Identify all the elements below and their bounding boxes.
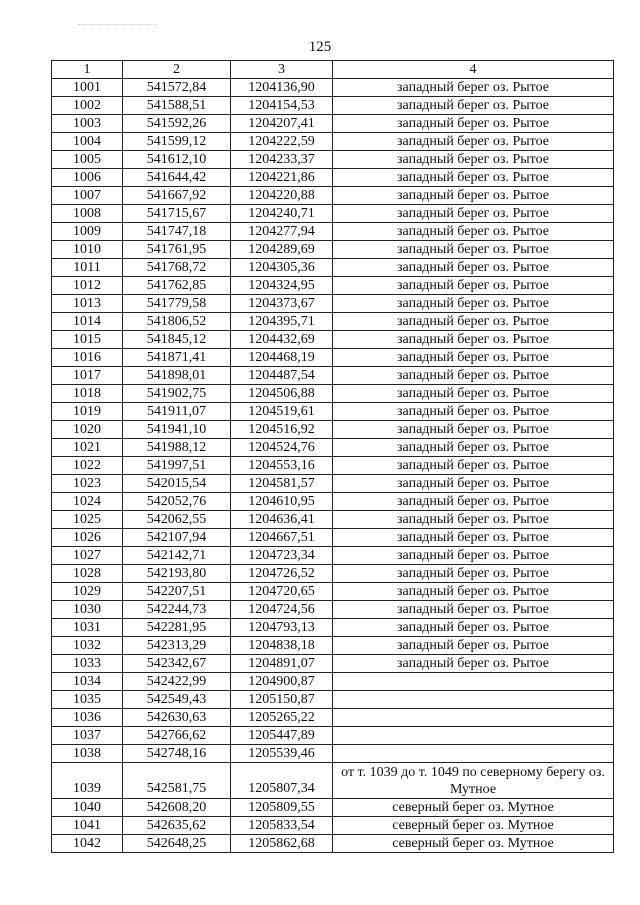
table-row (52, 133, 614, 151)
table-row (52, 565, 614, 583)
y-coordinate-cell: 1205833,54 (231, 817, 333, 835)
x-coordinate-cell: 541715,67 (123, 205, 231, 223)
y-coordinate-cell: 1204726,52 (231, 565, 333, 583)
x-coordinate-cell: 542608,20 (123, 799, 231, 817)
table-row (52, 151, 614, 169)
table-row (52, 277, 614, 295)
y-coordinate-cell: 1205447,89 (231, 727, 333, 745)
y-coordinate-cell: 1204900,87 (231, 673, 333, 691)
point-number-cell: 1015 (52, 331, 123, 349)
description-cell (333, 673, 614, 691)
x-coordinate-cell: 542015,54 (123, 475, 231, 493)
point-number-cell: 1013 (52, 295, 123, 313)
point-number-cell: 1002 (52, 97, 123, 115)
page-number: 125 (308, 39, 332, 55)
table-row (52, 529, 614, 547)
point-number-cell: 1031 (52, 619, 123, 637)
description-cell: западный берег оз. Рытое (333, 403, 614, 421)
x-coordinate-cell: 541599,12 (123, 133, 231, 151)
y-coordinate-cell: 1205809,55 (231, 799, 333, 817)
description-cell: западный берег оз. Рытое (333, 259, 614, 277)
y-coordinate-cell: 1204395,71 (231, 313, 333, 331)
description-cell: западный берег оз. Рытое (333, 655, 614, 673)
x-coordinate-cell: 541911,07 (123, 403, 231, 421)
table-row (52, 241, 614, 259)
table-row (52, 637, 614, 655)
description-cell: западный берег оз. Рытое (333, 349, 614, 367)
point-number-cell: 1028 (52, 565, 123, 583)
x-coordinate-cell: 542549,43 (123, 691, 231, 709)
y-coordinate-cell: 1204838,18 (231, 637, 333, 655)
table-row (52, 799, 614, 817)
table-row (52, 511, 614, 529)
table-row (52, 403, 614, 421)
table-row (52, 493, 614, 511)
point-number-cell: 1001 (52, 79, 123, 97)
description-cell: западный берег оз. Рытое (333, 457, 614, 475)
point-number-cell: 1029 (52, 583, 123, 601)
x-coordinate-cell: 542313,29 (123, 637, 231, 655)
description-cell (333, 691, 614, 709)
x-coordinate-cell: 541988,12 (123, 439, 231, 457)
point-number-cell: 1021 (52, 439, 123, 457)
table-row (52, 655, 614, 673)
scan-artifact (78, 24, 156, 25)
y-coordinate-cell: 1204240,71 (231, 205, 333, 223)
table-row (52, 223, 614, 241)
description-cell: западный берег оз. Рытое (333, 223, 614, 241)
description-cell (333, 727, 614, 745)
x-coordinate-cell: 541762,85 (123, 277, 231, 295)
y-coordinate-cell: 1204581,57 (231, 475, 333, 493)
point-number-cell: 1032 (52, 637, 123, 655)
x-coordinate-cell: 541768,72 (123, 259, 231, 277)
point-number-cell: 1010 (52, 241, 123, 259)
table-row (52, 457, 614, 475)
y-coordinate-cell: 1204667,51 (231, 529, 333, 547)
y-coordinate-cell: 1204723,34 (231, 547, 333, 565)
x-coordinate-cell: 542422,99 (123, 673, 231, 691)
point-number-cell: 1014 (52, 313, 123, 331)
x-coordinate-cell: 542193,80 (123, 565, 231, 583)
column-header-2: 2 (123, 61, 231, 79)
table-row (52, 349, 614, 367)
point-number-cell: 1006 (52, 169, 123, 187)
x-coordinate-cell: 541871,41 (123, 349, 231, 367)
x-coordinate-cell: 541747,18 (123, 223, 231, 241)
description-cell: западный берег оз. Рытое (333, 421, 614, 439)
table-row (52, 295, 614, 313)
point-number-cell: 1004 (52, 133, 123, 151)
point-number-cell: 1022 (52, 457, 123, 475)
x-coordinate-cell: 542630,63 (123, 709, 231, 727)
x-coordinate-cell: 541588,51 (123, 97, 231, 115)
y-coordinate-cell: 1204324,95 (231, 277, 333, 295)
point-number-cell: 1033 (52, 655, 123, 673)
point-number-cell: 1025 (52, 511, 123, 529)
description-cell: западный берег оз. Рытое (333, 295, 614, 313)
table-row (52, 709, 614, 727)
point-number-cell: 1027 (52, 547, 123, 565)
x-coordinate-cell: 541761,95 (123, 241, 231, 259)
y-coordinate-cell: 1204373,67 (231, 295, 333, 313)
y-coordinate-cell: 1204487,54 (231, 367, 333, 385)
column-header-3: 3 (231, 61, 333, 79)
description-cell: западный берег оз. Рытое (333, 529, 614, 547)
x-coordinate-cell: 541997,51 (123, 457, 231, 475)
description-cell: западный берег оз. Рытое (333, 331, 614, 349)
table-row (52, 619, 614, 637)
description-cell: западный берег оз. Рытое (333, 241, 614, 259)
description-cell: западный берег оз. Рытое (333, 547, 614, 565)
y-coordinate-cell: 1204724,56 (231, 601, 333, 619)
description-cell: западный берег оз. Рытое (333, 583, 614, 601)
description-cell: западный берег оз. Рытое (333, 313, 614, 331)
point-number-cell: 1017 (52, 367, 123, 385)
point-number-cell: 1041 (52, 817, 123, 835)
x-coordinate-cell: 541779,58 (123, 295, 231, 313)
point-number-cell: 1018 (52, 385, 123, 403)
x-coordinate-cell: 541941,10 (123, 421, 231, 439)
description-cell: западный берег оз. Рытое (333, 493, 614, 511)
y-coordinate-cell: 1204233,37 (231, 151, 333, 169)
table-body (52, 79, 614, 853)
point-number-cell: 1036 (52, 709, 123, 727)
table-row (52, 205, 614, 223)
x-coordinate-cell: 542244,73 (123, 601, 231, 619)
x-coordinate-cell: 541902,75 (123, 385, 231, 403)
table-row (52, 727, 614, 745)
y-coordinate-cell: 1204516,92 (231, 421, 333, 439)
y-coordinate-cell: 1204524,76 (231, 439, 333, 457)
table-row (52, 817, 614, 835)
y-coordinate-cell: 1204891,07 (231, 655, 333, 673)
description-cell: западный берег оз. Рытое (333, 205, 614, 223)
description-cell: западный берег оз. Рытое (333, 187, 614, 205)
y-coordinate-cell: 1204154,53 (231, 97, 333, 115)
x-coordinate-cell: 542142,71 (123, 547, 231, 565)
point-number-cell: 1038 (52, 745, 123, 763)
table-row (52, 97, 614, 115)
x-coordinate-cell: 542766,62 (123, 727, 231, 745)
y-coordinate-cell: 1204553,16 (231, 457, 333, 475)
table-row (52, 385, 614, 403)
point-number-cell: 1020 (52, 421, 123, 439)
point-number-cell: 1034 (52, 673, 123, 691)
y-coordinate-cell: 1204636,41 (231, 511, 333, 529)
point-number-cell: 1023 (52, 475, 123, 493)
description-cell: западный берег оз. Рытое (333, 277, 614, 295)
table-row (52, 691, 614, 709)
y-coordinate-cell: 1204289,69 (231, 241, 333, 259)
table-row (52, 169, 614, 187)
y-coordinate-cell: 1204468,19 (231, 349, 333, 367)
y-coordinate-cell: 1204506,88 (231, 385, 333, 403)
description-cell: западный берег оз. Рытое (333, 439, 614, 457)
x-coordinate-cell: 541612,10 (123, 151, 231, 169)
table-row (52, 115, 614, 133)
table-row (52, 421, 614, 439)
point-number-cell: 1008 (52, 205, 123, 223)
y-coordinate-cell: 1204305,36 (231, 259, 333, 277)
table-row (52, 745, 614, 763)
coordinates-table (51, 60, 614, 853)
description-cell: западный берег оз. Рытое (333, 385, 614, 403)
description-cell: западный берег оз. Рытое (333, 637, 614, 655)
point-number-cell: 1007 (52, 187, 123, 205)
point-number-cell: 1042 (52, 835, 123, 853)
table-row (52, 475, 614, 493)
x-coordinate-cell: 541898,01 (123, 367, 231, 385)
y-coordinate-cell: 1204519,61 (231, 403, 333, 421)
description-cell: западный берег оз. Рытое (333, 475, 614, 493)
description-cell: северный берег оз. Мутное (333, 799, 614, 817)
column-header-4: 4 (333, 61, 614, 79)
point-number-cell: 1035 (52, 691, 123, 709)
y-coordinate-cell: 1204220,88 (231, 187, 333, 205)
table-row (52, 367, 614, 385)
y-coordinate-cell: 1204207,41 (231, 115, 333, 133)
x-coordinate-cell: 542635,62 (123, 817, 231, 835)
point-number-cell: 1012 (52, 277, 123, 295)
table-row (52, 79, 614, 97)
x-coordinate-cell: 542648,25 (123, 835, 231, 853)
point-number-cell: 1030 (52, 601, 123, 619)
x-coordinate-cell: 541806,52 (123, 313, 231, 331)
description-cell: западный берег оз. Рытое (333, 115, 614, 133)
point-number-cell: 1026 (52, 529, 123, 547)
point-number-cell: 1019 (52, 403, 123, 421)
description-cell: северный берег оз. Мутное (333, 835, 614, 853)
x-coordinate-cell: 541592,26 (123, 115, 231, 133)
y-coordinate-cell: 1204221,86 (231, 169, 333, 187)
point-number-cell: 1040 (52, 799, 123, 817)
x-coordinate-cell: 542107,94 (123, 529, 231, 547)
point-number-cell: 1024 (52, 493, 123, 511)
table-row (52, 187, 614, 205)
x-coordinate-cell: 542748,16 (123, 745, 231, 763)
description-cell: западный берег оз. Рытое (333, 133, 614, 151)
y-coordinate-cell: 1205539,46 (231, 745, 333, 763)
description-cell: западный берег оз. Рытое (333, 169, 614, 187)
x-coordinate-cell: 542052,76 (123, 493, 231, 511)
x-coordinate-cell: 541667,92 (123, 187, 231, 205)
point-number-cell: 1016 (52, 349, 123, 367)
point-number-cell: 1009 (52, 223, 123, 241)
y-coordinate-cell: 1205807,34 (231, 763, 333, 799)
description-cell: западный берег оз. Рытое (333, 97, 614, 115)
table-row (52, 547, 614, 565)
description-cell: западный берег оз. Рытое (333, 601, 614, 619)
table-row (52, 313, 614, 331)
description-cell: от т. 1039 до т. 1049 по северному берегу оз. Мутное (333, 763, 614, 799)
description-cell: западный берег оз. Рытое (333, 151, 614, 169)
table-row (52, 439, 614, 457)
y-coordinate-cell: 1204793,13 (231, 619, 333, 637)
point-number-cell: 1039 (52, 763, 123, 799)
table-row (52, 583, 614, 601)
x-coordinate-cell: 541845,12 (123, 331, 231, 349)
description-cell: западный берег оз. Рытое (333, 511, 614, 529)
y-coordinate-cell: 1204720,65 (231, 583, 333, 601)
x-coordinate-cell: 542062,55 (123, 511, 231, 529)
column-header-1: 1 (52, 61, 123, 79)
y-coordinate-cell: 1205150,87 (231, 691, 333, 709)
x-coordinate-cell: 541572,84 (123, 79, 231, 97)
description-cell: западный берег оз. Рытое (333, 367, 614, 385)
x-coordinate-cell: 542207,51 (123, 583, 231, 601)
description-cell (333, 709, 614, 727)
y-coordinate-cell: 1205862,68 (231, 835, 333, 853)
point-number-cell: 1037 (52, 727, 123, 745)
description-cell (333, 745, 614, 763)
y-coordinate-cell: 1204222,59 (231, 133, 333, 151)
y-coordinate-cell: 1204136,90 (231, 79, 333, 97)
x-coordinate-cell: 542581,75 (123, 763, 231, 799)
table-row (52, 601, 614, 619)
table-row (52, 835, 614, 853)
x-coordinate-cell: 542342,67 (123, 655, 231, 673)
table-header-row (52, 61, 614, 79)
point-number-cell: 1011 (52, 259, 123, 277)
y-coordinate-cell: 1205265,22 (231, 709, 333, 727)
description-cell: западный берег оз. Рытое (333, 619, 614, 637)
table-row (52, 259, 614, 277)
description-cell: западный берег оз. Рытое (333, 565, 614, 583)
table-row (52, 763, 614, 799)
y-coordinate-cell: 1204610,95 (231, 493, 333, 511)
y-coordinate-cell: 1204432,69 (231, 331, 333, 349)
table-row (52, 673, 614, 691)
table-row (52, 331, 614, 349)
description-cell: западный берег оз. Рытое (333, 79, 614, 97)
x-coordinate-cell: 542281,95 (123, 619, 231, 637)
point-number-cell: 1005 (52, 151, 123, 169)
point-number-cell: 1003 (52, 115, 123, 133)
description-cell: северный берег оз. Мутное (333, 817, 614, 835)
y-coordinate-cell: 1204277,94 (231, 223, 333, 241)
x-coordinate-cell: 541644,42 (123, 169, 231, 187)
